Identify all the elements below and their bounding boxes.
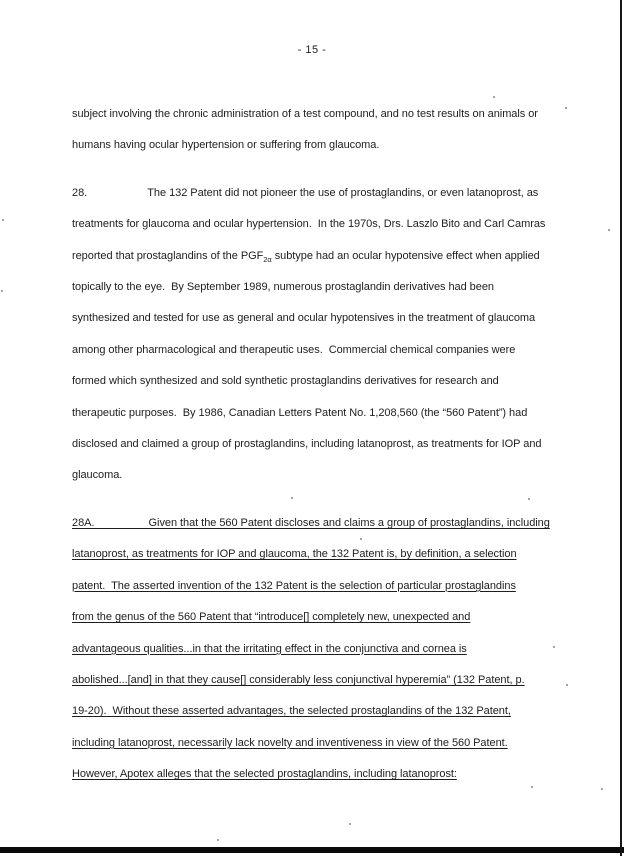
scan-speck (493, 96, 495, 98)
text-line: synthesized and tested for use as general and ocular hypotensives in the treatment of glaucoma (72, 312, 536, 325)
scan-speck (601, 788, 603, 790)
scan-speck (217, 839, 219, 841)
text-line: 28A. Given that the 560 Patent discloses and claims a group of prostaglandins, including (72, 516, 550, 529)
text-line: advantageous qualities...in that the irritating effect in the conjunctiva and cornea is (72, 642, 467, 655)
page-number: - 15 - (297, 44, 327, 56)
scan-speck (291, 497, 293, 499)
text-line: treatments for glaucoma and ocular hypertension. In the 1970s, Drs. Laszlo Bito and Carl Camras (72, 218, 546, 231)
text-line: reported that prostaglandins of the $PGF_{2\alpha}$ subtype had an ocular hypotensive effect when applied (72, 249, 540, 264)
scan-artifact-right-edge-line (620, 0, 622, 856)
text-line: abolished...[and] in that they cause[] considerably less conjunctival hyperemia” (132 Patent, p. (72, 673, 525, 686)
text-line: glaucoma. (72, 469, 123, 482)
scan-speck (1, 290, 3, 292)
text-line: therapeutic purposes. By 1986, Canadian Letters Patent No. 1,208,560 (the “560 Patent”) had (72, 406, 528, 419)
text-line: However, Apotex alleges that the selected prostaglandins, including latanoprost: (72, 768, 457, 781)
text-line: from the genus of the 560 Patent that “introduce[] completely new, unexpected and (72, 611, 471, 624)
scan-speck (528, 498, 530, 500)
text-line: formed which synthesized and sold synthetic prostaglandins derivatives for research and (72, 375, 499, 388)
text-line: 19-20). Without these asserted advantages, the selected prostaglandins of the 132 Patent, (72, 705, 511, 718)
document-body (72, 99, 624, 791)
scan-speck (565, 107, 567, 109)
scan-speck (553, 646, 555, 648)
text-line: disclosed and claimed a group of prostaglandins, including latanoprost, as treatments for IOP and (72, 438, 542, 451)
text-line: topically to the eye. By September 1989, numerous prostaglandin derivatives had been (72, 281, 494, 294)
scan-speck (531, 786, 533, 788)
paragraph-28 (72, 178, 624, 492)
scan-speck (566, 684, 568, 686)
scan-speck (2, 219, 4, 221)
text-line: among other pharmacological and therapeutic uses. Commercial chemical companies were (72, 343, 516, 356)
text-line: subject involving the chronic administration of a test compound, and no test results on animals or (72, 108, 538, 120)
scan-speck (349, 823, 351, 825)
text-line: latanoprost, as treatments for IOP and glaucoma, the 132 Patent is, by definition, a selection (72, 548, 517, 561)
scan-speck (360, 538, 362, 540)
scan-speck (608, 229, 610, 231)
text-line: including latanoprost, necessarily lack novelty and inventiveness in view of the 560 Patent. (72, 736, 508, 749)
text-line: humans having ocular hypertension or suffering from glaucoma. (72, 139, 380, 152)
scan-artifact-bottom-bar (0, 847, 624, 853)
paragraph-28A (72, 508, 624, 791)
paragraph-continuation (72, 99, 624, 162)
text-line: 28. The 132 Patent did not pioneer the use of prostaglandins, or even latanoprost, as (72, 186, 539, 199)
text-line: patent. The asserted invention of the 132 Patent is the selection of particular prostaglandins (72, 579, 516, 592)
